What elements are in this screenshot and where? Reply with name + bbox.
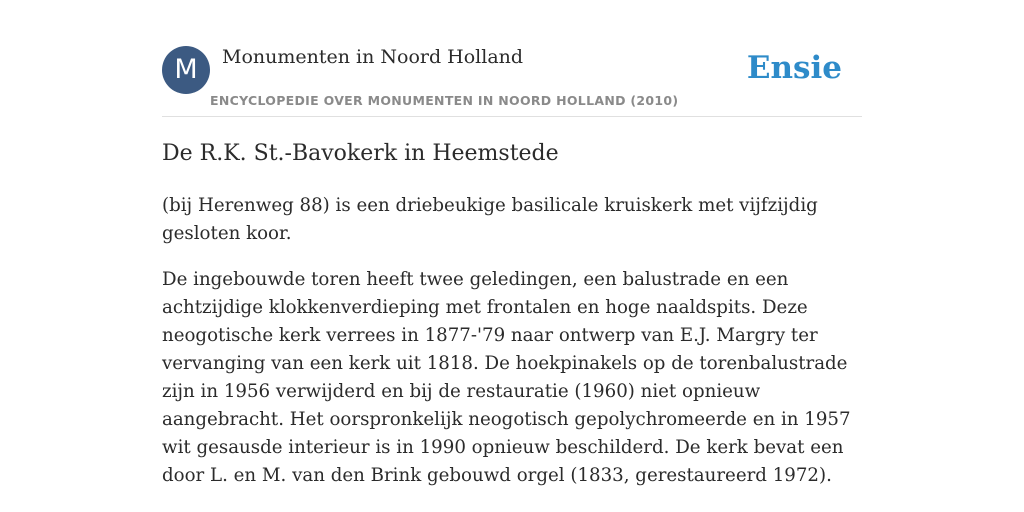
article — [162, 138, 862, 490]
article-paragraph: De ingebouwde toren heeft twee geledingen, een balustrade en een achtzijdige klokkenverdieping met frontalen en hoge naaldspits. Deze neogotische kerk verrees in 1877-'79 naar ontwerp van E.J. Margry ter vervanging van een kerk uit 1818. De hoekpinakels op de torenbalustrade zijn in 1956 verwijderd en bij de restauratie (1960) niet opnieuw aangebracht. Het oorspronkelijk neogotisch gepolychromeerde en in 1957 wit gesausde interieur is in 1990 opnieuw beschilderd. De kerk bevat een door L. en M. van den Brink gebouwd orgel (1833, gerestaureerd 1972). — [162, 269, 851, 486]
source-avatar[interactable]: M — [162, 46, 210, 94]
source-header — [162, 46, 862, 117]
article-paragraph: (bij Herenweg 88) is een driebeukige basilicale kruiskerk met vijfzijdig gesloten koor. — [162, 195, 818, 244]
source-subtitle: ENCYCLOPEDIE OVER MONUMENTEN IN NOORD HOLLAND (2010) — [210, 93, 679, 108]
article-title: De R.K. St.-Bavokerk in Heemstede — [162, 141, 559, 166]
source-title-link[interactable]: Monumenten in Noord Holland — [222, 46, 524, 68]
ensie-logo[interactable]: Ensie — [746, 50, 842, 86]
